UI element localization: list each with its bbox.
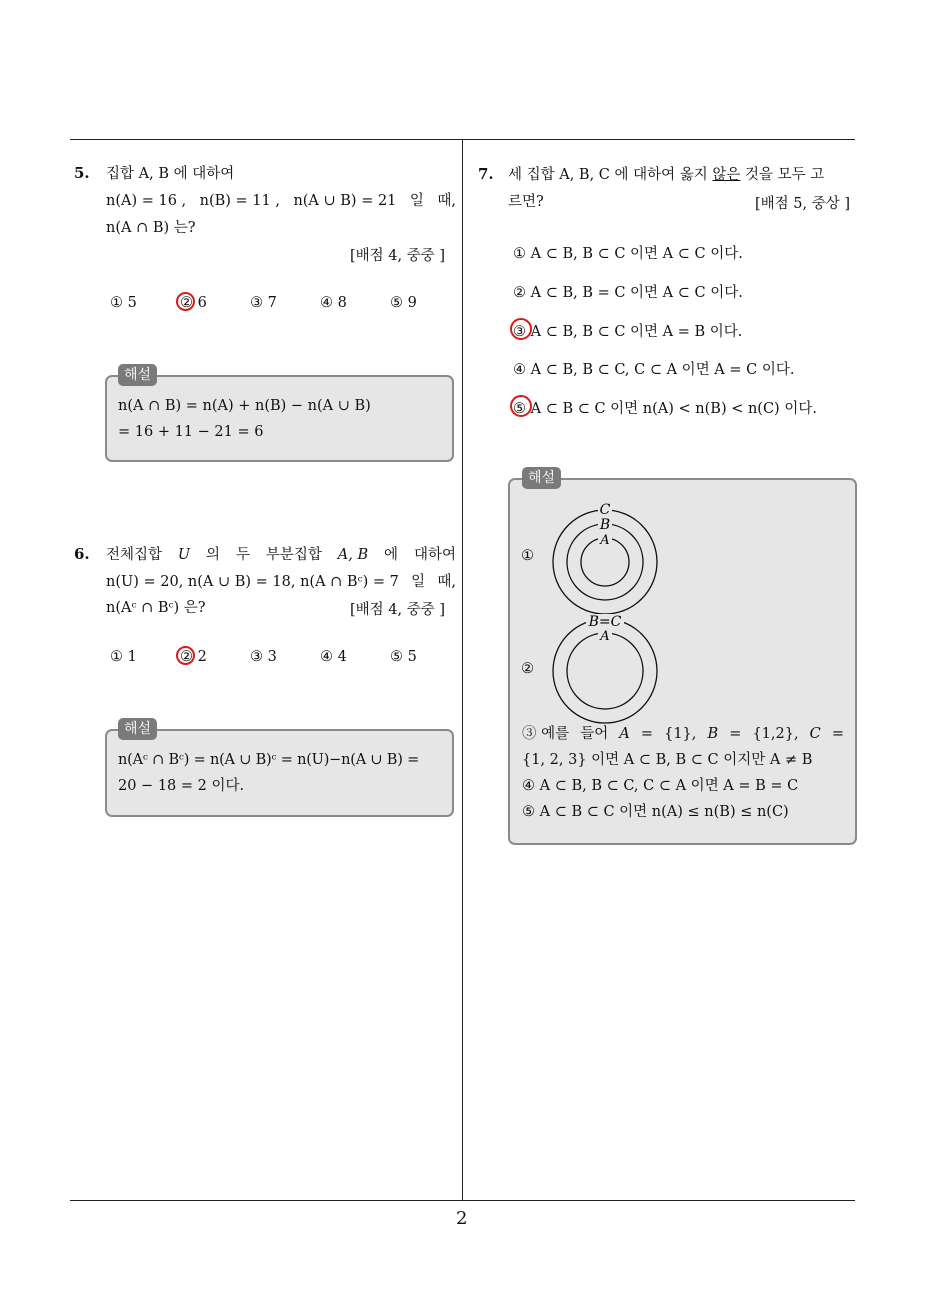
bottom-rule [70, 1200, 855, 1201]
q5-choice-4[interactable]: ④ 8 [320, 295, 347, 311]
q7-choice-1[interactable]: ① A ⊂ B, B ⊂ C 이면 A ⊂ C 이다. [513, 246, 743, 262]
q7-solution-3-line2: {1, 2, 3} 이면 A ⊂ B, B ⊂ C 이지만 A ≠ B [522, 752, 813, 768]
question-7-score: [배점 5, 중상 ] [755, 196, 851, 212]
q6-solution-line1: n(Aᶜ ∩ Bᶜ) = n(A ∪ B)ᶜ = n(U)−n(A ∪ B) = [118, 752, 420, 768]
question-5-line1: 집합 A, B 에 대하여 [106, 166, 235, 182]
q6-answer-mark [176, 646, 195, 665]
diagram-2-nested-circles [548, 612, 663, 727]
question-7-number: 7. [478, 165, 494, 183]
q5-solution-box [105, 375, 454, 462]
diagram-2-label-a: A [600, 629, 610, 644]
q6-solution-box [105, 729, 454, 817]
diagram-1-label-b: B [599, 517, 611, 533]
q5-solution-tag: 해설 [118, 364, 157, 386]
question-5-line2: n(A) = 16 , n(B) = 11 , n(A ∪ B) = 21 일 때, [106, 193, 456, 209]
q7-solution-4: ④ A ⊂ B, B ⊂ C, C ⊂ A 이면 A = B = C [522, 778, 799, 794]
question-6-line2: n(U) = 20, n(A ∪ B) = 18, n(A ∩ Bᶜ) = 7 일 때, [106, 574, 456, 590]
q7-solution-5: ⑤ A ⊂ B ⊂ C 이면 n(A) ≤ n(B) ≤ n(C) [522, 804, 789, 820]
q7-solution-tag: 해설 [522, 467, 561, 489]
q6-choice-5[interactable]: ⑤ 5 [390, 649, 417, 665]
diagram-1-nested-circles [548, 500, 663, 615]
q6-choice-1[interactable]: ① 1 [110, 649, 137, 665]
diagram-1-label: ① [521, 548, 534, 564]
page-number: 2 [456, 1208, 468, 1229]
q5-choice-5[interactable]: ⑤ 9 [390, 295, 417, 311]
diagram-1-label-c: C [599, 502, 611, 518]
question-6-number: 6. [74, 545, 90, 563]
question-5-line3: n(A ∩ B) 는? [106, 220, 196, 236]
question-6-score: [배점 4, 중중 ] [350, 602, 446, 618]
q6-solution-line2: 20 − 18 = 2 이다. [118, 778, 245, 794]
q7-answer-mark-5 [510, 395, 532, 417]
q7-solution-3-line1: ③ 예를 들어 A = {1}, B = {1,2}, C = [522, 726, 844, 742]
diagram-2-label-bc: B=C [588, 614, 622, 630]
q7-choice-3[interactable]: ③ A ⊂ B, B ⊂ C 이면 A = B 이다. [513, 324, 743, 340]
q5-solution-line2: = 16 + 11 − 21 = 6 [118, 424, 264, 440]
question-7-line1: 세 집합 A, B, C 에 대하여 옳지 않은 것을 모두 고 [508, 167, 825, 183]
q5-answer-mark [176, 292, 195, 311]
diagram-1-label-a: A [600, 533, 610, 548]
question-6-line1: 전체집합 U 의 두 부분집합 A, B 에 대하여 [106, 547, 456, 563]
q7-choice-5[interactable]: ⑤ A ⊂ B ⊂ C 이면 n(A) < n(B) < n(C) 이다. [513, 401, 817, 417]
column-divider [462, 139, 463, 1201]
q5-solution-line1: n(A ∩ B) = n(A) + n(B) − n(A ∪ B) [118, 398, 371, 414]
q7-answer-mark-3 [510, 318, 532, 340]
diagram-2-circle-a [567, 633, 643, 709]
question-6-line3: n(Aᶜ ∩ Bᶜ) 은? [106, 600, 206, 616]
question-5-number: 5. [74, 164, 90, 182]
question-5-score: [배점 4, 중중 ] [350, 248, 446, 264]
q7-choice-2[interactable]: ② A ⊂ B, B = C 이면 A ⊂ C 이다. [513, 285, 743, 301]
q7-choice-4[interactable]: ④ A ⊂ B, B ⊂ C, C ⊂ A 이면 A = C 이다. [513, 362, 795, 378]
q5-choice-1[interactable]: ① 5 [110, 295, 137, 311]
q5-choice-2[interactable]: ② 6 [180, 295, 207, 311]
diagram-2-label: ② [521, 661, 534, 677]
q6-choice-3[interactable]: ③ 3 [250, 649, 277, 665]
q6-solution-tag: 해설 [118, 718, 157, 740]
q5-choice-3[interactable]: ③ 7 [250, 295, 277, 311]
q6-choice-2[interactable]: ② 2 [180, 649, 207, 665]
question-7-line2: 르면? [508, 194, 544, 210]
q6-choice-4[interactable]: ④ 4 [320, 649, 347, 665]
